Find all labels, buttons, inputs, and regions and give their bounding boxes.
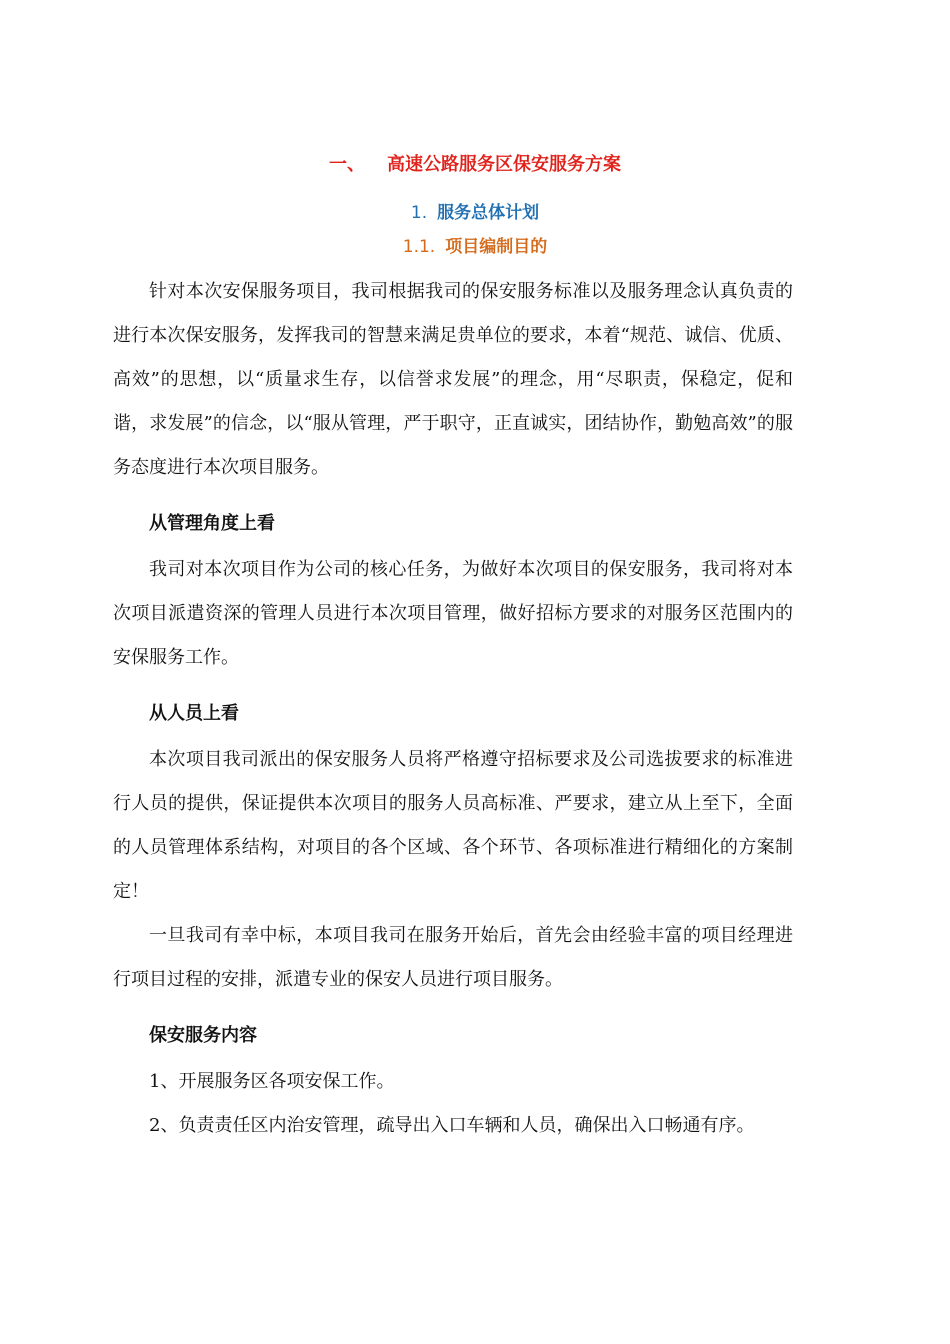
section-number: 1. — [410, 203, 428, 223]
personnel-heading: 从人员上看 — [149, 703, 239, 724]
content-item-2: 2、负责责任区内治安管理，疏导出入口车辆和人员，确保出入口畅通有序。 — [149, 1115, 755, 1136]
section-heading — [0, 198, 950, 223]
section-text: 服务总体计划 — [437, 203, 540, 223]
intro-paragraph: 针对本次安保服务项目，我司根据我司的保安服务标准以及服务理念认真负责的进行本次保安服务，发挥我司的智慧来满足贵单位的要求，本着“规范、诚信、优质、高效”的思想，以“质量求生存，以信誉求发展”的理念，用“尽职责，保稳定，促和谐，求发展”的信念，以“服从管理，严于职守，正直诚实，团结协作，勤勉高效”的服务态度进行本次项目服务。 — [113, 281, 793, 478]
management-heading: 从管理角度上看 — [149, 513, 275, 534]
title-text: 高速公路服务区保安服务方案 — [387, 154, 621, 175]
content-heading: 保安服务内容 — [149, 1025, 257, 1046]
subsection-number: 1.1. — [402, 237, 436, 257]
winning-paragraph: 一旦我司有幸中标，本项目我司在服务开始后，首先会由经验丰富的项目经理进行项目过程的安排，派遣专业的保安人员进行项目服务。 — [113, 925, 793, 990]
subsection-text: 项目编制目的 — [445, 237, 548, 257]
title-number: 一、 — [329, 154, 365, 175]
document-body — [113, 270, 793, 1148]
personnel-paragraph: 本次项目我司派出的保安服务人员将严格遵守招标要求及公司选拔要求的标准进行人员的提供，保证提供本次项目的服务人员高标准、严要求，建立从上至下，全面的人员管理体系结构，对项目的各个区域、各个环节、各项标准进行精细化的方案制定！ — [113, 749, 793, 902]
management-paragraph: 我司对本次项目作为公司的核心任务，为做好本次项目的保安服务，我司将对本次项目派遣资深的管理人员进行本次项目管理，做好招标方要求的对服务区范围内的安保服务工作。 — [113, 559, 793, 668]
document-title — [0, 150, 950, 176]
content-item-1: 1、开展服务区各项安保工作。 — [149, 1071, 395, 1092]
subsection-heading — [0, 232, 950, 257]
